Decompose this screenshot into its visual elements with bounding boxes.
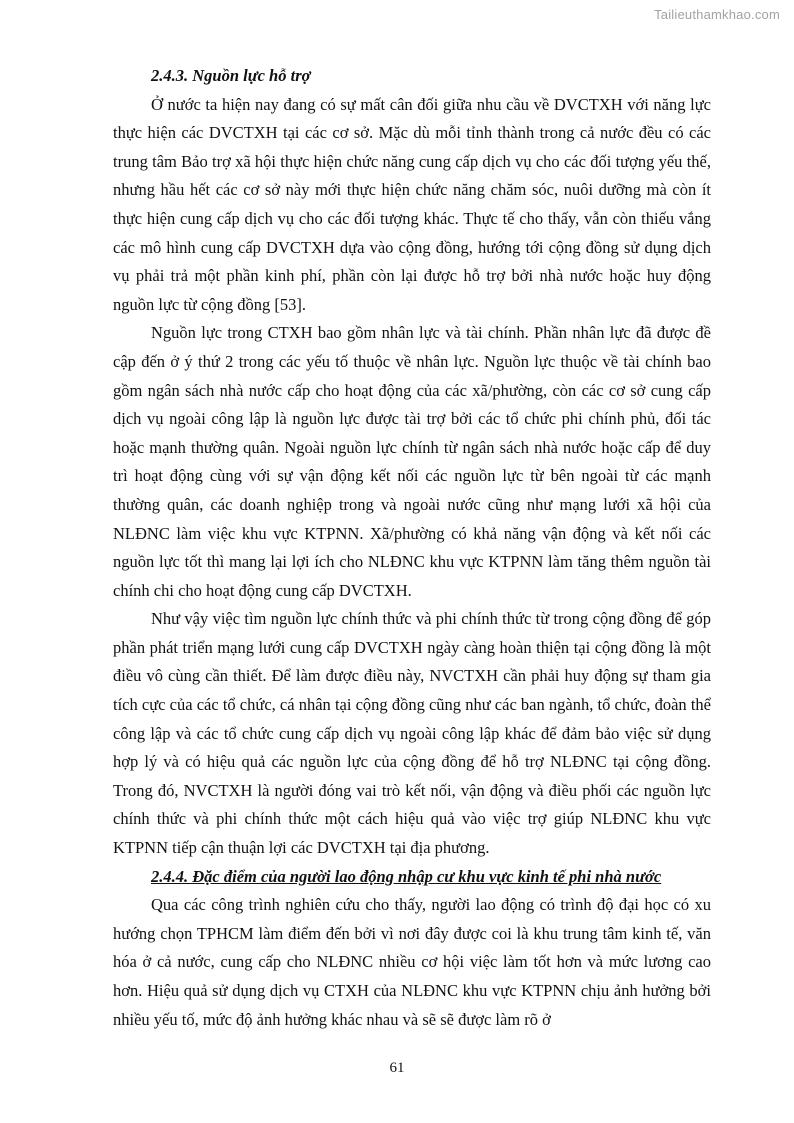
paragraph: Ở nước ta hiện nay đang có sự mất cân đối giữa nhu cầu về DVCTXH với năng lực thực hiện các DVCTXH tại các cơ sở. Mặc dù mỗi tỉnh thành trong cả nước đều có các trung tâm Bảo trợ xã hội thực hiện chức năng cung cấp dịch vụ cho các đối tượng yếu thế, nhưng hầu hết các cơ sở này mới thực hiện chức năng chăm sóc, nuôi dưỡng mà còn ít thực hiện cung cấp dịch vụ cho các đối tượng khác. Thực tế cho thấy, vẫn còn thiếu vắng các mô hình cung cấp DVCTXH dựa vào cộng đồng, hướng tới cộng đồng sử dụng dịch vụ phải trả một phần kinh phí, phần còn lại được hỗ trợ bởi nhà nước hoặc huy động nguồn lực từ cộng đồng [53]. [113,94,711,314]
paragraph: Nguồn lực trong CTXH bao gồm nhân lực và tài chính. Phần nhân lực đã được đề cập đến ở ý thứ 2 trong các yếu tố thuộc về nhân lực. Nguồn lực thuộc về tài chính bao gồm ngân sách nhà nước cấp cho hoạt động của các xã/phường, còn các cơ sở cung cấp dịch vụ ngoài công lập là nguồn lực được tài trợ bởi các tổ chức phi chính phủ, đối tác hoặc mạnh thường quân. Ngoài nguồn lực chính từ ngân sách nhà nước hoặc cấp để duy trì hoạt động cùng với sự vận động kết nối các nguồn lực từ bên ngoài từ các mạnh thường quân, các doanh nghiệp trong và ngoài nước cũng như mạng lưới xã hội của NLĐNC làm việc khu vực KTPNN. Xã/phường có khả năng vận động và kết nối các nguồn lực tốt thì mang lại lợi ích cho NLĐNC khu vực KTPNN làm tăng thêm nguồn tài chính chi cho hoạt động cung cấp DVCTXH. [113,323,711,600]
section-heading-2-4-4: 2.4.4. Đặc điểm của người lao động nhập cư khu vực kinh tế phi nhà nước [151,866,662,886]
page-content [113,62,711,1034]
page-number: 61 [389,1060,405,1076]
paragraph: Qua các công trình nghiên cứu cho thấy, người lao động có trình độ đại học có xu hướng chọn TPHCM làm điểm đến bởi vì nơi đây được coi là khu trung tâm kinh tế, văn hóa ở cả nước, cung cấp cho NLĐNC nhiều cơ hội việc làm tốt hơn và mức lương cao hơn. Hiệu quả sử dụng dịch vụ CTXH của NLĐNC khu vực KTPNN chịu ảnh hưởng bởi nhiều yếu tố, mức độ ảnh hưởng khác nhau và sẽ sẽ được làm rõ ở [113,895,711,1029]
paragraph: Như vậy việc tìm nguồn lực chính thức và phi chính thức từ trong cộng đồng để góp phần phát triển mạng lưới cung cấp DVCTXH ngày càng hoàn thiện tại cộng đồng là một điều vô cùng cần thiết. Để làm được điều này, NVCTXH cần phải huy động sự tham gia tích cực của các tổ chức, cá nhân tại cộng đồng cũng như các ban ngành, tổ chức, đoàn thể công lập và các tổ chức cung cấp dịch vụ ngoài công lập khác để đảm bảo việc sử dụng hợp lý và có hiệu quả các nguồn lực của cộng đồng để hỗ trợ NLĐNC tại cộng đồng. Trong đó, NVCTXH là người đóng vai trò kết nối, vận động và điều phối các nguồn lực chính thức và phi chính thức một cách hiệu quả vào việc trợ giúp NLĐNC khu vực KTPNN tiếp cận thuận lợi các DVCTXH tại địa phương. [113,609,711,858]
section-heading-2-4-3: 2.4.3. Nguồn lực hỗ trợ [151,66,311,85]
watermark: Tailieuthamkhao.com [654,7,780,22]
